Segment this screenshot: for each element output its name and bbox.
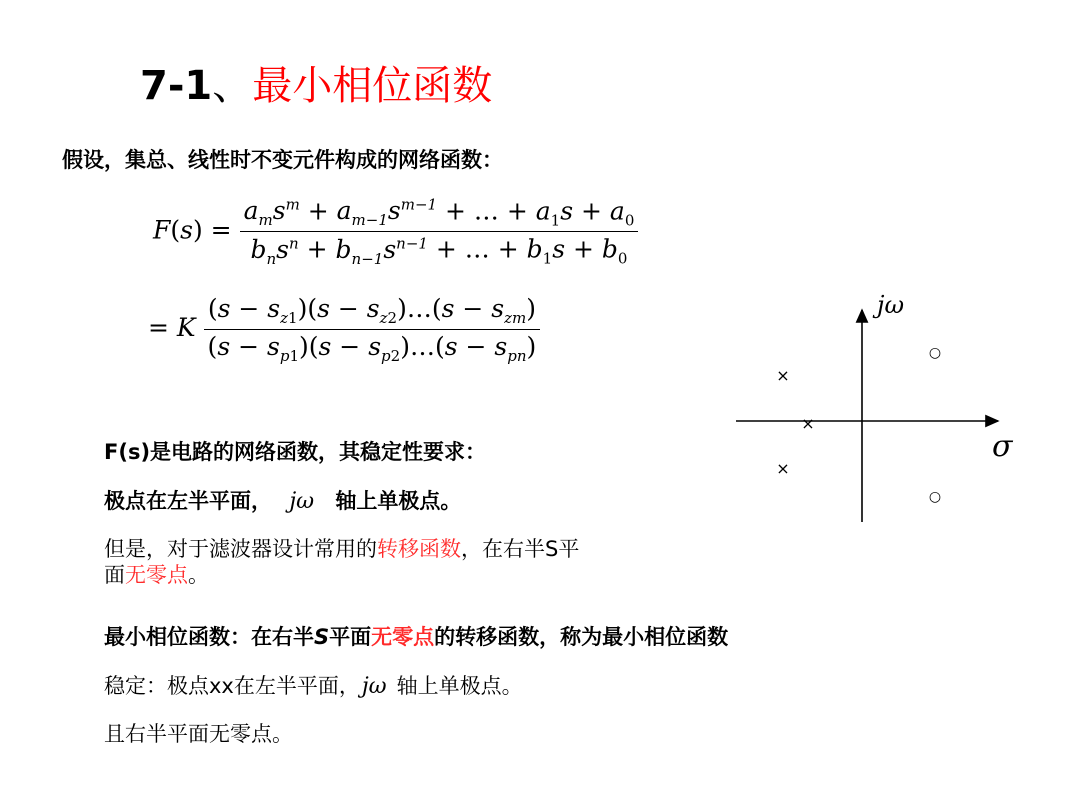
title-text: 最小相位函数 xyxy=(252,63,493,109)
factored-fraction xyxy=(204,294,541,365)
sigma-axis-label: σ xyxy=(992,429,1013,464)
no-zeros-term: 无零点 xyxy=(125,563,188,587)
gain-constant: K xyxy=(176,313,196,342)
intro-text: 假设，集总、线性时不变元件构成的网络函数： xyxy=(62,148,503,172)
poles-product: $(s - s_{p1})(s$ − $s_{p2})\dots(s - s_{pn})$ xyxy=(207,332,537,365)
stability-requirement: F(s)是电路的网络函数，其稳定性要求： xyxy=(104,440,487,464)
stable-condition: 稳定：极点xx在左半平面，jω 轴上单极点。 xyxy=(104,674,523,699)
rational-fraction xyxy=(240,196,639,268)
jw-axis-label: jω xyxy=(877,291,905,319)
zero-marker: ○ xyxy=(928,489,942,505)
jw-symbol: jω xyxy=(289,489,315,514)
minimum-phase-definition: 最小相位函数：在右半S平面无零点的转移函数，称为最小相位函数 xyxy=(104,625,729,649)
pole-zero-diagram xyxy=(720,280,1040,540)
fs-label: F(s) xyxy=(104,440,151,464)
zero-marker: ○ xyxy=(928,345,942,361)
right-half-plane-condition: 且右半平面无零点。 xyxy=(104,722,293,746)
slide-title xyxy=(140,60,492,112)
transfer-function-equation: F(s) = $\frac{a_ms^m + a_{m-1}s^{m-1} + \dots + a_1s + a_0}{b_ns^n + b_{n-1}s^{n-1} + \dots + b_1s + b_0}$ xyxy=(153,196,638,268)
polynomial-denominator: $b_ns^n + b_{n-1}s^{n-1}$ + … + $b_1s + b_0$ xyxy=(250,234,628,268)
pole-condition: 极点在左半平面， jω 轴上单极点。 xyxy=(104,489,462,514)
zeros-product: $(s - s_{z1})(s$ − $s_{z2})\dots(s - s_{zm})$ xyxy=(204,294,541,330)
title-separator: 、 xyxy=(212,63,253,109)
pole-marker: × xyxy=(776,459,790,478)
jw-symbol: jω xyxy=(361,674,387,699)
transfer-function-note: 但是，对于滤波器设计常用的转移函数，在右半S平 面无零点。 xyxy=(104,537,580,587)
pole-marker: × xyxy=(801,414,815,433)
no-zeros-highlight: 无零点 xyxy=(371,625,435,649)
polynomial-numerator: $a_ms^m + a_{m-1}s^{m-1}$ + … + $a_1s + a_0$ xyxy=(240,196,639,232)
transfer-function-term: 转移函数 xyxy=(377,537,461,561)
factored-equation: = K $\frac{(s - s_{z1})(s - s_{z2})\dots(s - s_{zm})}{(s - s_{p1})(s - s_{p2})\dots(s - s_{pn})}$ xyxy=(148,294,540,365)
section-number: 7-1 xyxy=(140,63,213,109)
pole-marker: × xyxy=(776,366,790,385)
equation-lhs: F xyxy=(153,215,171,245)
